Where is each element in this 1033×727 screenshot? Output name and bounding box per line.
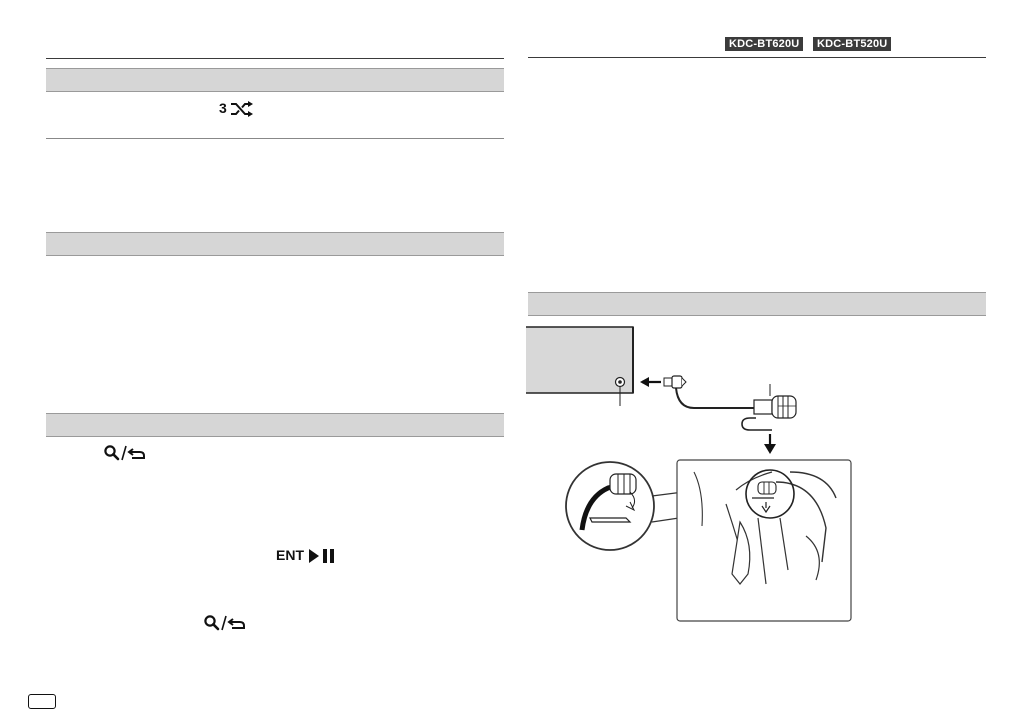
enter-play-pause-icon bbox=[276, 547, 340, 565]
microphone bbox=[754, 384, 796, 418]
shuffle-button-icon bbox=[219, 100, 259, 118]
model-badge-bt520u: KDC-BT520U bbox=[813, 37, 891, 51]
play-pause-icon bbox=[308, 548, 336, 564]
steering-column-mount bbox=[677, 460, 851, 621]
microphone-connection-illustration bbox=[526, 322, 986, 622]
right-top-rule bbox=[528, 57, 986, 58]
left-divider-rule bbox=[46, 138, 504, 139]
search-back-icon-2 bbox=[203, 614, 247, 632]
ent-label: ENT bbox=[276, 547, 304, 563]
search-back-icon bbox=[103, 444, 147, 462]
left-section-bar-2 bbox=[46, 232, 504, 256]
left-section-bar-3 bbox=[46, 413, 504, 437]
model-badge-bt620u: KDC-BT620U bbox=[725, 37, 803, 51]
mic-clip bbox=[742, 418, 772, 430]
shuffle-icon bbox=[230, 101, 254, 117]
right-section-bar bbox=[528, 292, 986, 316]
left-top-rule bbox=[46, 58, 504, 59]
mount-detail-circle bbox=[566, 462, 654, 550]
page-number-box bbox=[28, 694, 56, 709]
shuffle-number: 3 bbox=[219, 100, 227, 116]
left-section-bar-1 bbox=[46, 68, 504, 92]
